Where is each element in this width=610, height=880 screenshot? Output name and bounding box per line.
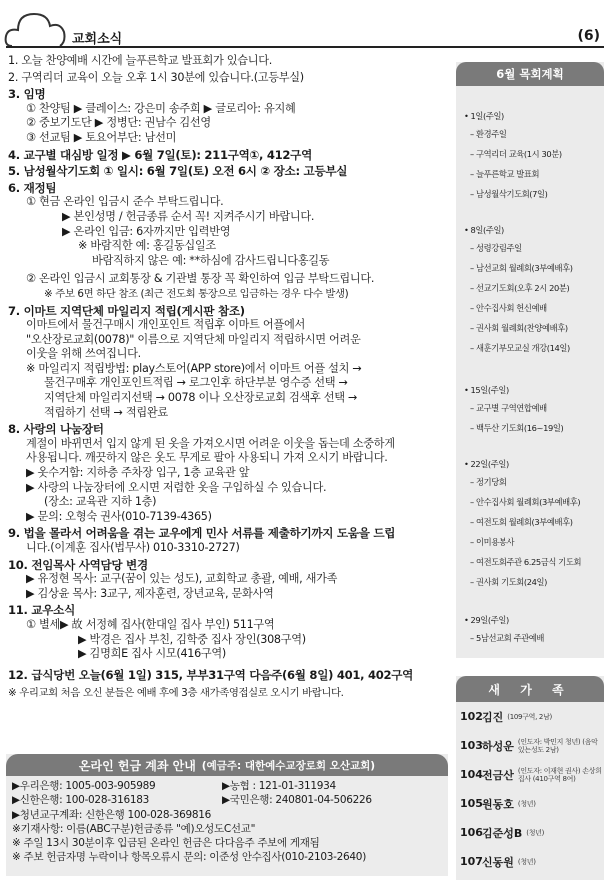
monthly-plan-panel: [456, 62, 604, 658]
new-family-number: 106: [460, 826, 483, 839]
news-item-11-line: ① 별세▶ 故 서정혜 집사(한대일 집사 부인) 511구역: [26, 617, 275, 631]
plan-item: – 여전도회 월례회(3부예배후): [464, 512, 604, 532]
news-item-4: 4. 교구별 대심방 일정 ▶ 6월 7일(토): 211구역①, 412구역: [8, 147, 312, 162]
news-item-12: 12. 급식당번 오늘(6월 1일) 315, 부부31구역 다음주(6월 8일) 401, 402구역: [8, 667, 414, 682]
new-family-row: [456, 818, 604, 847]
new-family-note: (인도자: 이재현 권사) 손상희 집사 (410구역 8여): [517, 766, 602, 783]
news-item-10-line: ▶ 김상윤 목사: 3교구, 제자훈련, 장년교육, 문화사역: [26, 586, 274, 600]
new-family-note: (청년): [526, 828, 545, 837]
new-family-note: (인도자: 박민지 청년) (음악있는성도 2남): [517, 737, 598, 754]
news-item-6-line: ※ 주보 6면 하단 참조 (최근 전도회 통장으로 입금하는 경우 다수 발생): [44, 287, 349, 300]
news-item-3-title: 3. 임명: [8, 87, 46, 102]
monthly-plan-title: 6월 목회계획: [456, 62, 604, 86]
news-item-8-title: 8. 사랑의 나눔장터: [8, 422, 104, 437]
new-family-name: 전금산: [482, 768, 514, 782]
plan-item: – 5남선교회 주관예배: [464, 628, 604, 648]
news-item-6-line: ※ 바람직한 예: 홍길동십일조: [78, 239, 216, 253]
news-item-2: 2. 구역리더 교육이 오늘 오후 1시 30분에 있습니다.(고등부실): [8, 70, 304, 84]
new-family-row: [456, 731, 604, 760]
account-shinhan: ▶신한은행: 100-028-316183: [12, 794, 149, 807]
news-item-3-line: ① 찬양팀 ▶ 클레이스: 강은미 송주희 ▶ 글로리아: 유지혜: [26, 101, 296, 115]
news-item-9-line: 9. 법을 몰라서 어려움을 겪는 교우에게 민사 서류를 제출하기까지 도움을 드립: [8, 526, 396, 541]
news-item-5: 5. 남성월삭기도회 ① 일시: 6월 7일(토) 오전 6시 ② 장소: 고등부실: [8, 164, 348, 179]
plan-item: – 안수집사회 헌신예배: [464, 298, 604, 318]
plan-item: – 성령강림주일: [464, 238, 604, 258]
plan-item: – 권사회 기도회(24일): [464, 572, 604, 592]
plan-item: – 백두산 기도회(16~19일): [464, 418, 604, 438]
news-item-1: 1. 오늘 찬양예배 시간에 늘푸른학교 발표회가 있습니다.: [8, 54, 273, 67]
news-item-10-title: 10. 전임목사 사역담당 변경: [8, 557, 148, 572]
new-family-number: 104: [460, 768, 483, 781]
news-item-8-line: 사용됩니다. 깨끗하지 않은 옷도 무게로 팔아 사용되니 가져 오시기 바랍니다.: [26, 451, 388, 465]
news-item-11: [8, 603, 448, 661]
plan-item: – 남성월삭기도회(7일): [464, 184, 604, 204]
news-item-6-title: 6. 재정팀: [8, 180, 57, 195]
new-family-number: 105: [460, 797, 483, 810]
news-item-10-line: ▶ 유정현 목사: 교구(꿈이 있는 성도), 교회학교 총괄, 예배, 새가족: [26, 572, 338, 586]
news-list: [8, 52, 448, 701]
news-item-7-line: 물건구매후 개인포인트적립 → 로그인후 하단부분 영수증 선택 →: [44, 376, 348, 390]
plan-item: – 환경주일: [464, 124, 604, 144]
news-item-11-line: ▶ 박경은 집사 부친, 김학중 집사 장인(308구역): [78, 632, 306, 646]
page-number: (6): [577, 28, 600, 44]
plan-item: – 새훈기부모교실 개강(14일): [464, 338, 604, 358]
online-offering-body: [6, 776, 448, 868]
plan-item: – 선교기도회(오후 2시 20분): [464, 278, 604, 298]
news-item-6-line: ② 온라인 입금시 교회통장 & 기관별 통장 꼭 확인하여 입금 부탁드립니다.: [26, 272, 375, 286]
news-item-7-line: 이웃을 위해 쓰여집니다.: [26, 347, 141, 361]
online-offering-header: [6, 754, 448, 776]
news-item-6-line: ▶ 온라인 입금: 6자까지만 입력반영: [62, 224, 231, 238]
new-family-name: 원동호: [482, 797, 514, 811]
new-family-name: 김준성B: [482, 826, 523, 840]
news-item-7: [8, 304, 448, 421]
offering-note: ※ 주일 13시 30분이후 입금된 온라인 헌금은 다다음주 주보에 게재됨: [12, 837, 320, 850]
new-family-title: 새 가 족: [456, 676, 604, 702]
plan-item: – 남선교회 월례회(3부예배후): [464, 258, 604, 278]
plan-item: – 정기당회: [464, 472, 604, 492]
news-item-3-line: ② 중보기도단 ▶ 정병단: 권남수 김선영: [26, 116, 211, 130]
plan-date: • 22일(주일): [464, 456, 604, 472]
plan-item: – 여전도회주관 6.25금식 기도회: [464, 552, 604, 572]
account-row: [12, 779, 442, 793]
new-family-name: 하성운: [482, 739, 514, 753]
news-item-7-line: 이마트에서 물건구매시 개인포인트 적립후 이마트 어플에서: [26, 318, 305, 332]
account-kb: ▶국민은행: 240801-04-506226: [222, 794, 372, 807]
news-item-9: [8, 526, 448, 555]
news-item-7-line: "오산장로교회(0078)" 이름으로 지역단체 마일리지 적립하시면 어려운: [26, 332, 361, 346]
monthly-plan-list: [456, 86, 604, 648]
new-family-panel: [456, 676, 604, 880]
new-family-row: [456, 702, 604, 731]
news-item-6-line: ▶ 본인성명 / 헌금종류 순서 꼭! 지켜주시기 바랍니다.: [62, 209, 315, 223]
header-divider: [6, 46, 604, 48]
new-family-name: 김진: [482, 710, 504, 724]
news-item-7-title: 7. 이마트 지역단체 마일리지 적립(게시판 참조): [8, 303, 245, 318]
online-offering-box: [6, 754, 448, 876]
cloud-icon: [4, 6, 68, 48]
news-item-6: [8, 181, 448, 302]
news-item-6-line: 바람직하지 않은 예: **하심에 감사드립니다홍길동: [92, 253, 330, 267]
plan-item: – 구역리더 교육(1시 30분): [464, 144, 604, 164]
new-family-list: [456, 702, 604, 876]
plan-date: • 15일(주일): [464, 382, 604, 398]
plan-item: – 이미용봉사: [464, 532, 604, 552]
plan-date: • 1일(주일): [464, 108, 604, 124]
news-item-11-line: ▶ 김명희E 집사 시모(416구역): [78, 647, 226, 661]
news-item-11-title: 11. 교우소식: [8, 603, 75, 618]
account-holder: (예금주: 대한예수교장로회 오산교회): [201, 759, 376, 772]
new-family-number: 107: [460, 855, 483, 868]
new-family-number: 103: [460, 739, 483, 752]
news-item-3-line: ③ 선교팀 ▶ 토요어부단: 남선미: [26, 130, 177, 144]
offering-note: ※ 주보 헌금자명 누락이나 항목오류시 문의: 이준성 안수집사(010-2103-2640): [12, 851, 366, 864]
news-item-8-line: 계절이 바뀌면서 입지 않게 된 옷을 가져오시면 어려운 이웃을 돕는데 소중하게: [26, 436, 395, 450]
plan-item: – 권사회 월례회(찬양예배후): [464, 318, 604, 338]
plan-item: – 교구별 구역연합예배: [464, 398, 604, 418]
plan-date: • 8일(주일): [464, 222, 604, 238]
section-title: 교회소식: [72, 32, 123, 47]
news-item-3: [8, 87, 448, 145]
page-header: [0, 0, 610, 52]
new-family-row: [456, 847, 604, 876]
news-item-9-line: 니다.(이계훈 집사(법무사) 010-3310-2727): [26, 541, 240, 554]
new-family-note: (청년): [517, 857, 536, 866]
news-item-6-line: ① 현금 온라인 입금시 준수 부탁드립니다.: [26, 195, 224, 209]
offering-note: ※기재사항: 이름(ABC구분)헌금종류 "예)오성도C선교": [12, 822, 256, 835]
account-nh: ▶농협 : 121-01-311934: [222, 780, 336, 792]
plan-item: – 안수집사회 월례회(3부예배후): [464, 492, 604, 512]
online-offering-title: 온라인 헌금 계좌 안내: [78, 758, 196, 773]
new-family-number: 102: [460, 710, 483, 723]
new-family-row: [456, 760, 604, 789]
news-item-7-line: 지역단체 마일리지선택 → 0078 이나 오산장로교회 검색후 선택 →: [44, 391, 358, 405]
plan-item: – 늘푸른학교 발표회: [464, 164, 604, 184]
news-item-8-line: ▶ 사랑의 나눔장터에 오시면 저렴한 옷을 구입하실 수 있습니다.: [26, 480, 327, 494]
news-item-10: [8, 558, 448, 602]
account-row: [12, 793, 442, 807]
news-item-8-line: ▶ 문의: 오형숙 권사(010-7139-4365): [26, 509, 212, 523]
new-family-row: [456, 789, 604, 818]
account-woori: ▶우리은행: 1005-003-905989: [12, 780, 156, 792]
account-youth: ▶청년교구계좌: 신한은행 100-028-369816: [12, 808, 212, 821]
newcomer-note: ※ 우리교회 처음 오신 분들은 예배 후에 3층 새가족영접실로 오시기 바랍니다.: [8, 687, 344, 700]
news-item-7-line: 적립하기 선택 → 적립완료: [44, 405, 168, 419]
news-item-7-line: ※ 마일리지 적립방법: play스토어(APP store)에서 이마트 어플 설치 →: [26, 361, 362, 375]
news-item-8-line: ▶ 옷수거함: 지하층 주차장 입구, 1층 교육관 앞: [26, 466, 250, 480]
new-family-note: (109구역, 2남): [507, 712, 552, 721]
news-item-8: [8, 422, 448, 524]
news-item-8-line: (장소: 교육관 지하 1층): [44, 495, 157, 509]
new-family-note: (청년): [517, 799, 536, 808]
plan-date: • 29일(주일): [464, 612, 604, 628]
new-family-name: 신동원: [482, 855, 514, 869]
